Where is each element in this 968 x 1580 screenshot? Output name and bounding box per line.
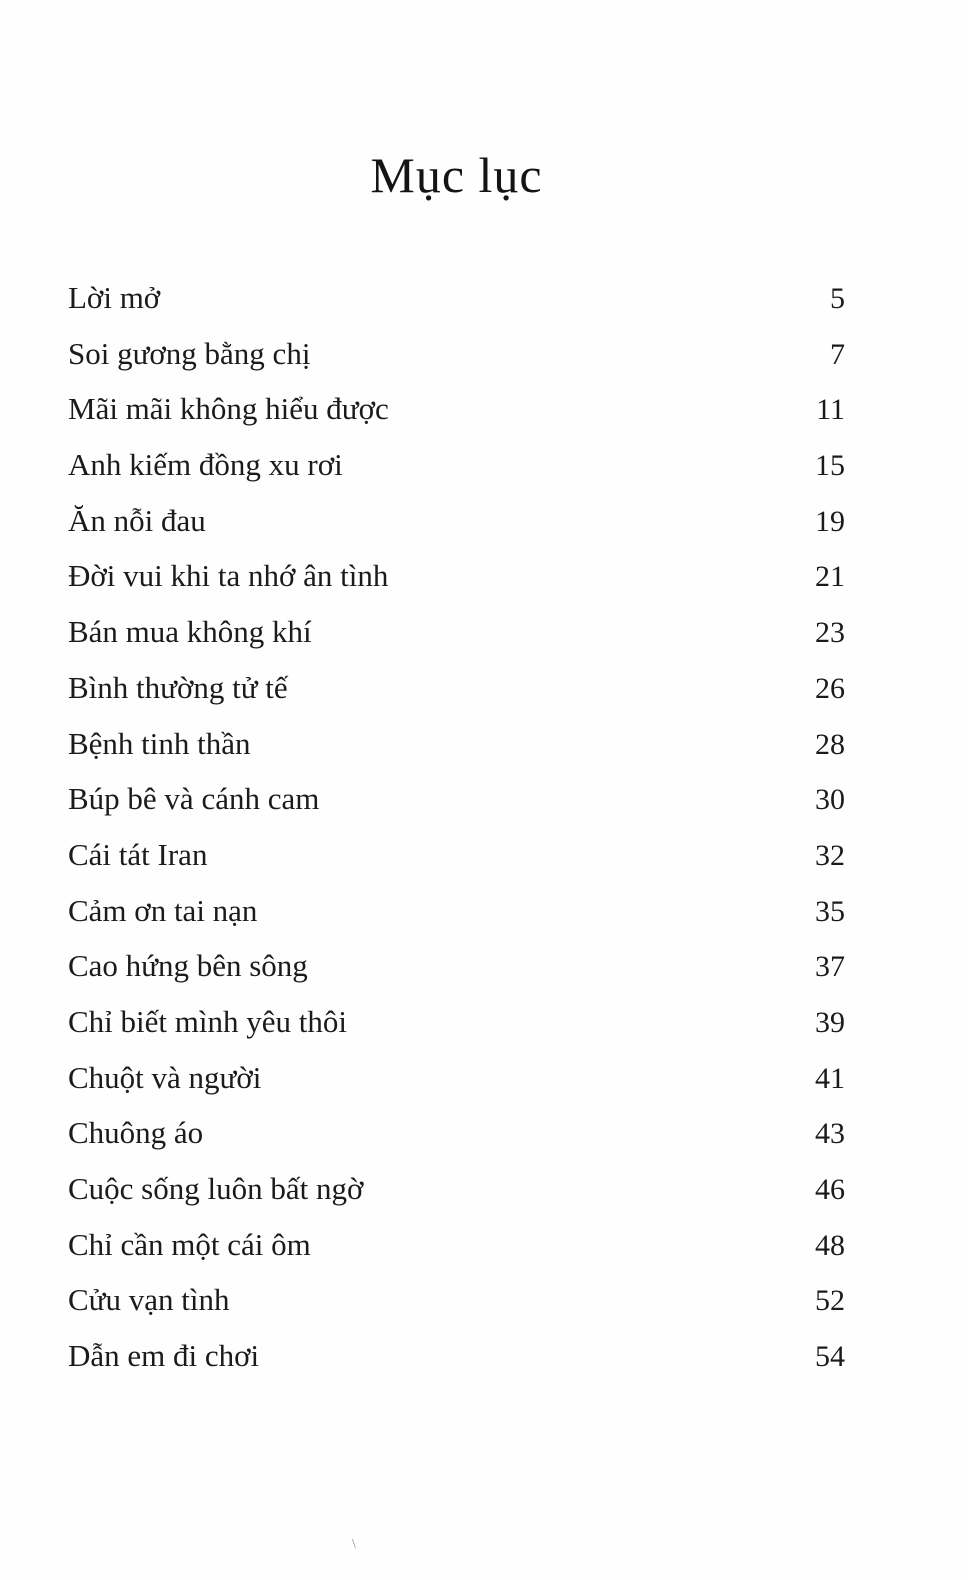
toc-entry-row bbox=[68, 660, 845, 716]
toc-entry-title: Chỉ biết mình yêu thôi bbox=[68, 1003, 347, 1039]
toc-entry-title: Búp bê và cánh cam bbox=[68, 781, 320, 817]
toc-entry-title: Chuột và người bbox=[68, 1059, 262, 1095]
toc-entry-title: Cửu vạn tình bbox=[68, 1282, 230, 1318]
toc-entry-row bbox=[68, 270, 845, 326]
toc-list bbox=[68, 270, 845, 1384]
toc-entry-page-number: 46 bbox=[815, 1173, 845, 1206]
toc-entry-title: Cái tát Iran bbox=[68, 836, 208, 872]
toc-entry-row bbox=[68, 437, 845, 493]
toc-entry-row bbox=[68, 771, 845, 827]
toc-entry-page-number: 15 bbox=[815, 449, 845, 483]
toc-entry-title: Chuông áo bbox=[68, 1115, 204, 1151]
toc-entry-page-number: 32 bbox=[815, 838, 845, 872]
toc-entry-row bbox=[68, 994, 845, 1050]
toc-entry-page-number: 30 bbox=[815, 783, 845, 817]
toc-entry-row bbox=[68, 1050, 845, 1106]
toc-entry-title: Lời mở bbox=[68, 280, 161, 315]
toc-entry-row bbox=[68, 883, 845, 939]
toc-entry-page-number: 19 bbox=[815, 504, 845, 538]
toc-entry-title: Soi gương bằng chị bbox=[68, 335, 311, 371]
toc-entry-page-number: 5 bbox=[830, 282, 845, 315]
toc-entry-title: Cảm ơn tai nạn bbox=[68, 892, 258, 928]
toc-entry-row bbox=[68, 1217, 845, 1273]
toc-entry-title: Dẫn em đi chơi bbox=[68, 1338, 260, 1374]
toc-entry-page-number: 35 bbox=[815, 894, 845, 928]
toc-entry-page-number: 37 bbox=[815, 950, 845, 984]
toc-entry-page-number: 43 bbox=[815, 1117, 845, 1151]
toc-entry-page-number: 23 bbox=[815, 616, 845, 650]
toc-entry-row bbox=[68, 938, 845, 994]
toc-entry-page-number: 21 bbox=[815, 560, 845, 594]
toc-entry-row bbox=[68, 827, 845, 883]
toc-entry-title: Cuộc sống luôn bất ngờ bbox=[68, 1171, 364, 1206]
toc-entry-page-number: 41 bbox=[815, 1061, 845, 1095]
toc-entry-row bbox=[68, 604, 845, 660]
toc-entry-page-number: 52 bbox=[815, 1284, 845, 1318]
toc-entry-title: Mãi mãi không hiểu được bbox=[68, 391, 389, 427]
toc-entry-row bbox=[68, 1272, 845, 1328]
toc-entry-row bbox=[68, 493, 845, 549]
toc-entry-page-number: 26 bbox=[815, 671, 845, 705]
toc-entry-row bbox=[68, 1328, 845, 1384]
toc-entry-page-number: 7 bbox=[830, 337, 845, 371]
toc-entry-title: Chỉ cần một cái ôm bbox=[68, 1226, 311, 1262]
toc-entry-title: Bệnh tinh thần bbox=[68, 725, 251, 761]
scan-artifact-mark: \ bbox=[352, 1537, 356, 1552]
toc-entry-page-number: 39 bbox=[815, 1005, 845, 1039]
toc-entry-page-number: 28 bbox=[815, 727, 845, 761]
toc-entry-row bbox=[68, 381, 845, 437]
page-title: Mục lục bbox=[370, 147, 543, 203]
toc-entry-title: Bình thường tử tế bbox=[68, 669, 288, 705]
toc-entry-page-number: 11 bbox=[816, 393, 845, 427]
toc-entry-row bbox=[68, 326, 845, 382]
toc-entry-title: Bán mua không khí bbox=[68, 614, 312, 650]
toc-entry-title: Ăn nỗi đau bbox=[68, 502, 206, 538]
toc-entry-row bbox=[68, 1105, 845, 1161]
toc-entry-row bbox=[68, 548, 845, 604]
toc-entry-page-number: 48 bbox=[815, 1228, 845, 1262]
toc-entry-page-number: 54 bbox=[815, 1340, 845, 1374]
toc-entry-title: Anh kiếm đồng xu rơi bbox=[68, 447, 343, 483]
toc-entry-title: Đời vui khi ta nhớ ân tình bbox=[68, 558, 389, 594]
toc-entry-title: Cao hứng bên sông bbox=[68, 948, 308, 984]
toc-entry-row bbox=[68, 716, 845, 772]
toc-entry-row bbox=[68, 1161, 845, 1217]
